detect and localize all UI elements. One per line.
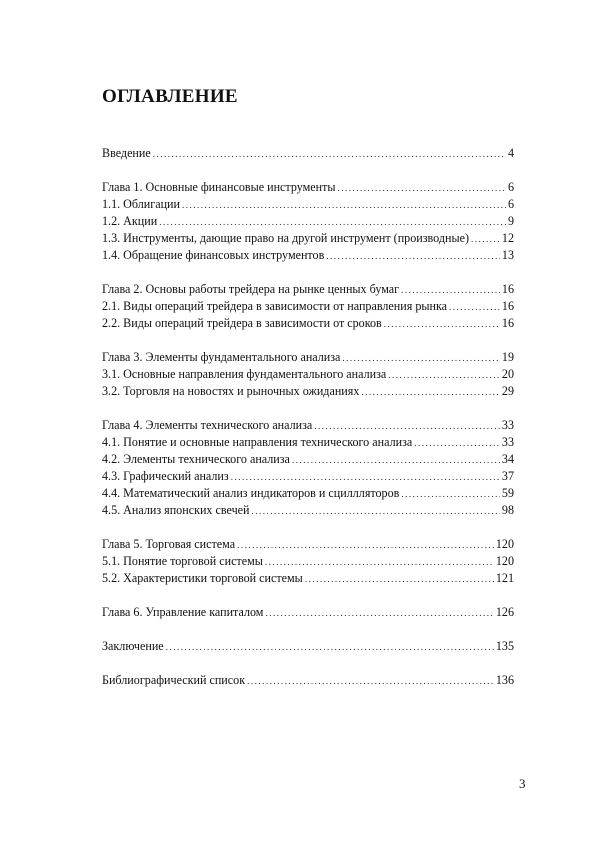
toc-entry-section-1-4[interactable] bbox=[102, 247, 514, 264]
dot-leader bbox=[414, 435, 500, 452]
dot-leader bbox=[292, 452, 500, 469]
dot-leader bbox=[449, 299, 500, 316]
dot-leader bbox=[247, 673, 494, 690]
dot-leader bbox=[338, 180, 506, 197]
dot-leader bbox=[384, 316, 500, 333]
toc-entry-title: 5.1. Понятие торговой системы bbox=[102, 554, 263, 568]
toc-entry-title: Введение bbox=[102, 146, 151, 160]
dot-leader bbox=[401, 486, 500, 503]
toc-entry-section-2-2[interactable] bbox=[102, 315, 514, 332]
toc-entry-title: 5.2. Характеристики торговой системы bbox=[102, 571, 303, 585]
dot-leader bbox=[166, 639, 494, 656]
toc-entry-title: Глава 6. Управление капиталом bbox=[102, 605, 264, 619]
table-of-contents bbox=[102, 145, 514, 689]
toc-entry-page: 29 bbox=[501, 384, 514, 398]
toc-entry-section-3-1[interactable] bbox=[102, 366, 514, 383]
toc-entry-page: 37 bbox=[501, 469, 514, 483]
toc-entry-section-4-5[interactable] bbox=[102, 502, 514, 519]
toc-entry-page: 33 bbox=[501, 418, 514, 432]
dot-leader bbox=[361, 384, 500, 401]
toc-entry-section-3-2[interactable] bbox=[102, 383, 514, 400]
toc-entry-chapter-1[interactable] bbox=[102, 179, 514, 196]
dot-leader bbox=[231, 469, 500, 486]
toc-entry-section-4-1[interactable] bbox=[102, 434, 514, 451]
toc-entry-title: Глава 1. Основные финансовые инструменты bbox=[102, 180, 336, 194]
toc-entry-title: 2.1. Виды операций трейдера в зависимости от направления рынка bbox=[102, 299, 448, 313]
toc-entry-page: 6 bbox=[507, 197, 514, 211]
toc-entry-title: 4.3. Графический анализ bbox=[102, 469, 229, 483]
toc-entry-page: 16 bbox=[501, 299, 514, 313]
toc-entry-title: 4.5. Анализ японских свечей bbox=[102, 503, 250, 517]
toc-entry-page: 136 bbox=[495, 673, 514, 687]
toc-entry-page: 4 bbox=[507, 146, 514, 160]
toc-entry-page: 98 bbox=[501, 503, 514, 517]
dot-leader bbox=[252, 503, 500, 520]
toc-entry-chapter-5[interactable] bbox=[102, 536, 514, 553]
toc-entry-page: 120 bbox=[495, 554, 514, 568]
toc-entry-title: Заключение bbox=[102, 639, 164, 653]
toc-entry-page: 34 bbox=[501, 452, 514, 466]
toc-entry-page: 120 bbox=[495, 537, 514, 551]
toc-entry-title: Глава 4. Элементы технического анализа bbox=[102, 418, 313, 432]
dot-leader bbox=[401, 282, 500, 299]
toc-entry-section-4-2[interactable] bbox=[102, 451, 514, 468]
toc-entry-page: 6 bbox=[507, 180, 514, 194]
toc-entry-title: 1.3. Инструменты, дающие право на другой инструмент (производные) bbox=[102, 231, 469, 245]
toc-entry-page: 126 bbox=[495, 605, 514, 619]
toc-entry-page: 19 bbox=[501, 350, 514, 364]
toc-entry-page: 12 bbox=[501, 231, 514, 245]
toc-entry-section-1-1[interactable] bbox=[102, 196, 514, 213]
toc-entry-section-4-4[interactable] bbox=[102, 485, 514, 502]
toc-entry-title: 4.2. Элементы технического анализа bbox=[102, 452, 290, 466]
dot-leader bbox=[305, 571, 494, 588]
dot-leader bbox=[159, 214, 506, 231]
toc-entry-title: Глава 3. Элементы фундаментального анализа bbox=[102, 350, 341, 364]
dot-leader bbox=[388, 367, 500, 384]
dot-leader bbox=[265, 554, 494, 571]
dot-leader bbox=[342, 350, 499, 367]
toc-entry-page: 20 bbox=[501, 367, 514, 381]
toc-entry-title: 3.2. Торговля на новостях и рыночных ожиданиях bbox=[102, 384, 360, 398]
toc-entry-page: 16 bbox=[501, 282, 514, 296]
toc-entry-title: Глава 5. Торговая система bbox=[102, 537, 236, 551]
toc-entry-title: 4.1. Понятие и основные направления технического анализа bbox=[102, 435, 413, 449]
page-title: ОГЛАВЛЕНИЕ bbox=[102, 86, 238, 107]
toc-entry-section-5-2[interactable] bbox=[102, 570, 514, 587]
dot-leader bbox=[326, 248, 500, 265]
toc-entry-title: 4.4. Математический анализ индикаторов и сциллляторов bbox=[102, 486, 400, 500]
dot-leader bbox=[265, 605, 493, 622]
toc-entry-title: 1.2. Акции bbox=[102, 214, 158, 228]
toc-entry-chapter-2[interactable] bbox=[102, 281, 514, 298]
dot-leader bbox=[471, 231, 500, 248]
toc-entry-section-5-1[interactable] bbox=[102, 553, 514, 570]
toc-entry-intro[interactable] bbox=[102, 145, 514, 162]
toc-entry-section-2-1[interactable] bbox=[102, 298, 514, 315]
toc-entry-chapter-6[interactable] bbox=[102, 604, 514, 621]
dot-leader bbox=[182, 197, 506, 214]
toc-entry-title: Глава 2. Основы работы трейдера на рынке ценных бумаг bbox=[102, 282, 400, 296]
toc-entry-section-1-3[interactable] bbox=[102, 230, 514, 247]
toc-entry-page: 13 bbox=[501, 248, 514, 262]
toc-entry-title: 2.2. Виды операций трейдера в зависимости от сроков bbox=[102, 316, 382, 330]
toc-entry-page: 16 bbox=[501, 316, 514, 330]
dot-leader bbox=[237, 537, 494, 554]
dot-leader bbox=[153, 146, 506, 163]
toc-entry-title: 1.4. Обращение финансовых инструментов bbox=[102, 248, 325, 262]
toc-entry-title: Библиографический список bbox=[102, 673, 246, 687]
toc-entry-section-1-2[interactable] bbox=[102, 213, 514, 230]
toc-entry-section-4-3[interactable] bbox=[102, 468, 514, 485]
toc-entry-page: 135 bbox=[495, 639, 514, 653]
dot-leader bbox=[314, 418, 500, 435]
toc-entry-page: 33 bbox=[501, 435, 514, 449]
toc-entry-chapter-4[interactable] bbox=[102, 417, 514, 434]
toc-entry-page: 121 bbox=[495, 571, 514, 585]
toc-entry-chapter-3[interactable] bbox=[102, 349, 514, 366]
toc-entry-title: 1.1. Облигации bbox=[102, 197, 181, 211]
toc-entry-bibliography[interactable] bbox=[102, 672, 514, 689]
toc-entry-conclusion[interactable] bbox=[102, 638, 514, 655]
toc-entry-page: 59 bbox=[501, 486, 514, 500]
toc-entry-title: 3.1. Основные направления фундаментального анализа bbox=[102, 367, 387, 381]
page-number: 3 bbox=[519, 776, 526, 791]
toc-entry-page: 9 bbox=[507, 214, 514, 228]
